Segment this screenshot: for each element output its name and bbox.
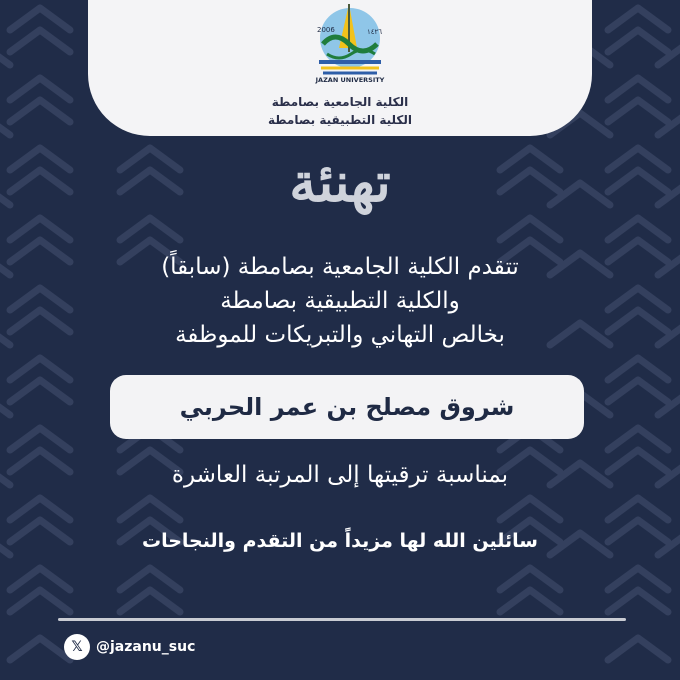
college-name-1: الكلية الجامعية بصامطة bbox=[271, 95, 409, 109]
body-line-1: تتقدم الكلية الجامعية بصامطة (سابقاً) bbox=[161, 254, 519, 280]
body-line-3: بخالص التهاني والتبريكات للموظفة bbox=[175, 322, 505, 348]
page-title: تهنئة bbox=[289, 150, 391, 214]
logo-year-hijri: ١٤٢٦ bbox=[367, 28, 383, 36]
employee-name: شروق مصلح بن عمر الحربي bbox=[179, 393, 515, 421]
logo-year-greg: 2006 bbox=[317, 26, 335, 34]
social-handle[interactable] bbox=[64, 634, 195, 660]
title-container bbox=[0, 150, 680, 214]
footer-divider bbox=[58, 618, 626, 621]
social-handle-text[interactable]: @jazanu_suc bbox=[96, 639, 196, 655]
logo-university-name: JAZAN UNIVERSITY bbox=[315, 76, 385, 84]
college-name-2: الكلية التطبيقية بصامطة bbox=[267, 113, 413, 127]
jazan-university-logo bbox=[305, 0, 395, 90]
occasion-text: بمناسبة ترقيتها إلى المرتبة العاشرة bbox=[171, 462, 509, 488]
wish-text: سائلين الله لها مزيداً من التقدم والنجاحات bbox=[142, 530, 538, 552]
x-icon[interactable]: 𝕏 bbox=[64, 634, 90, 660]
body-line-2: والكلية التطبيقية بصامطة bbox=[220, 288, 460, 314]
employee-name-box bbox=[110, 375, 584, 439]
